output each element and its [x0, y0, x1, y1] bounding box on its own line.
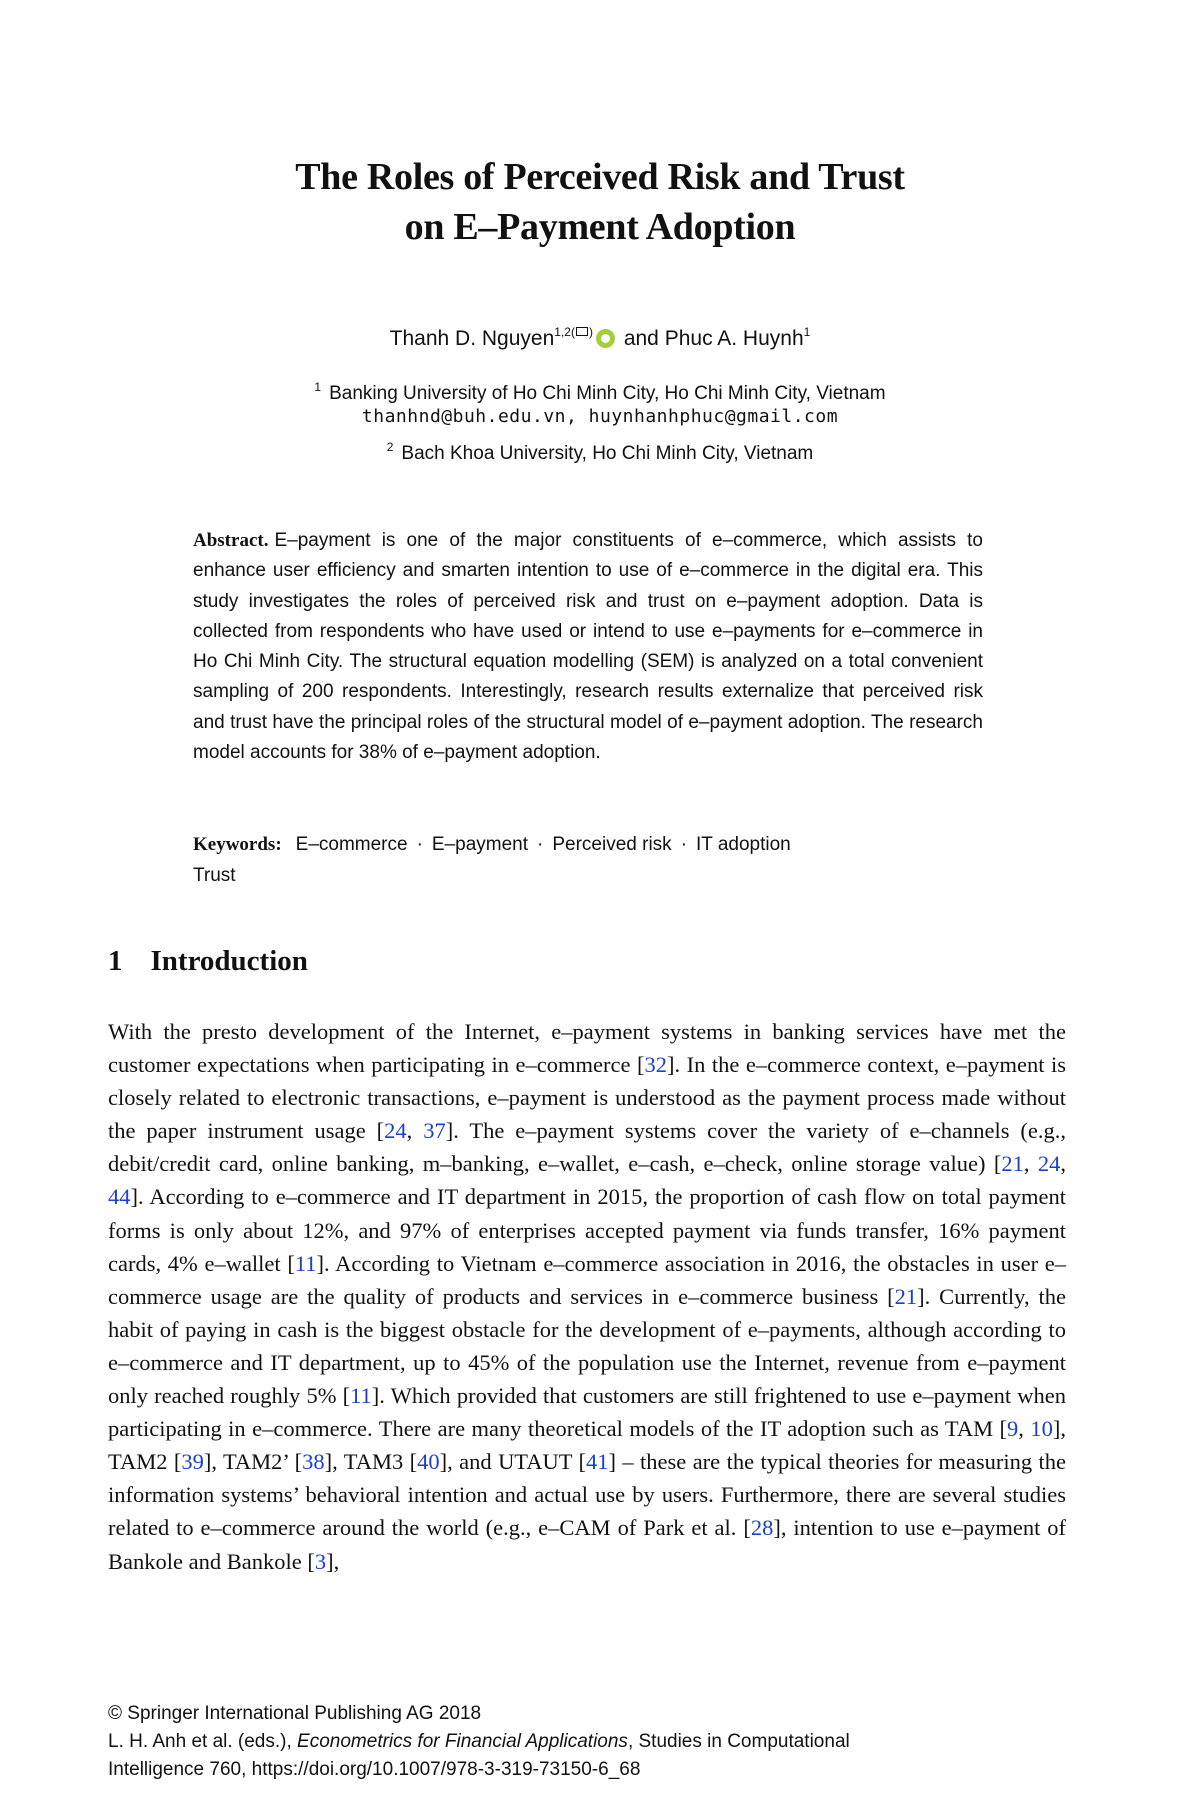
keyword-item: IT adoption	[696, 834, 791, 855]
keywords	[193, 829, 983, 891]
citation-link[interactable]: 11	[294, 1250, 317, 1276]
citation-link[interactable]: 21	[1001, 1151, 1024, 1177]
section-heading	[108, 943, 308, 979]
author-list	[0, 318, 1200, 353]
affiliation-2-text: Bach Khoa University, Ho Chi Minh City, Vietnam	[401, 443, 814, 464]
keyword-item: Perceived risk	[552, 834, 672, 855]
citation-link[interactable]: 9	[1007, 1416, 1019, 1442]
author-conjunction: and	[623, 327, 659, 350]
keyword-item: Trust	[193, 865, 236, 886]
author-1: Thanh D. Nguyen	[389, 327, 555, 350]
citation-line: L. H. Anh et al. (eds.), Econometrics for Financial Applications, Studies in Computational	[108, 1731, 850, 1752]
keywords-label: Keywords:	[193, 834, 282, 855]
author-1-affil-marker: 1,2( )	[554, 325, 593, 339]
affiliation-1-number: 1	[314, 380, 322, 394]
paper-title	[0, 152, 1200, 252]
citation-link[interactable]: 39	[181, 1449, 204, 1475]
corresponding-author-mail-icon	[576, 327, 588, 336]
affiliation-2-number: 2	[386, 440, 394, 454]
citation-link[interactable]: 41	[586, 1449, 609, 1475]
doi-line[interactable]: Intelligence 760, https://doi.org/10.1007/978-3-319-73150-6_68	[108, 1759, 641, 1780]
section-title: Introduction	[150, 945, 308, 977]
keyword-item: E–commerce	[295, 834, 408, 855]
citation-link[interactable]: 38	[302, 1449, 325, 1475]
keyword-item: E–payment	[431, 834, 529, 855]
orcid-icon[interactable]	[596, 329, 615, 348]
publication-footer	[108, 1700, 1068, 1784]
email-addresses[interactable]: thanhnd@buh.edu.vn, huynhanhphuc@gmail.com	[361, 406, 839, 427]
affiliation-1-text: Banking University of Ho Chi Minh City, Ho Chi Minh City, Vietnam	[329, 383, 886, 404]
citation-link[interactable]: 32	[644, 1052, 667, 1078]
introduction-paragraph: With the presto development of the Internet, e–payment systems in banking services have met the customer expectations when participating in e–commerce [32]. In the e–commerce context, e–payment is closely related to electronic transactions, e–payment is understood as the payment process made without the paper instrument usage [24, 37]. The e–payment systems cover the variety of e–channels (e.g., debit/credit card, online banking, m–banking, e–wallet, e–cash, e–check, online storage value) [21, 24, 44]. According to e–commerce and IT department in 2015, the proportion of cash flow on total payment forms is only about 12%, and 97% of enterprises accepted payment via funds transfer, 16% payment cards, 4% e–wallet [11]. According to Vietnam e–commerce association in 2016, the obstacles in user e–commerce usage are the quality of products and services in e–commerce business [21]. Currently, the habit of paying in cash is the biggest obstacle for the development of e–payments, although according to e–commerce and IT department, up to 45% of the population use the Internet, revenue from e–payment only reached roughly 5% [11]. Which provided that customers are still frightened to use e–payment when participating in e–commerce. There are many theoretical models of the IT adoption such as TAM [9, 10], TAM2 [39], TAM2’ [38], TAM3 [40], and UTAUT [41] – these are the typical theories for measuring the information systems’ behavioral intention and actual use by users. Furthermore, there are several studies related to e–commerce around the world (e.g., e–CAM of Park et al. [28], intention to use e–payment of Bankole and Bankole [3],	[108, 1019, 1067, 1574]
citation-link[interactable]: 44	[108, 1184, 131, 1210]
citation-link[interactable]: 24	[384, 1118, 407, 1144]
keyword-separator: ·	[416, 834, 423, 855]
author-2-affil-marker: 1	[803, 325, 811, 339]
copyright-line: © Springer International Publishing AG 2018	[108, 1703, 482, 1724]
book-title: Econometrics for Financial Applications	[297, 1731, 628, 1752]
citation-link[interactable]: 28	[750, 1515, 774, 1541]
abstract	[193, 526, 983, 768]
author-emails	[0, 404, 1200, 430]
abstract-text: E–payment is one of the major constituents of e–commerce, which assists to enhance user efficiency and smarten intention to use of e–commerce in the digital era. This study investigates the roles of perceived risk and trust on e–payment adoption. Data is collected from respondents who have used or intend to use e–payments for e–commerce in Ho Chi Minh City. The structural equation modelling (SEM) is analyzed on a total convenient sampling of 200 respondents. Interestingly, research results externalize that perceived risk and trust have the principal roles of the structural model of e–payment adoption. The research model accounts for 38% of e–payment adoption.	[193, 530, 983, 764]
title-line-2: on E–Payment Adoption	[404, 206, 796, 248]
citation-link[interactable]: 11	[350, 1383, 372, 1409]
keyword-separator: ·	[680, 834, 688, 855]
citation-link[interactable]: 24	[1037, 1151, 1061, 1177]
author-2: Phuc A. Huynh	[664, 327, 804, 350]
abstract-label: Abstract.	[193, 530, 269, 551]
affiliation-2	[0, 434, 1200, 467]
citation-link[interactable]: 21	[894, 1283, 918, 1309]
section-number: 1	[108, 945, 123, 977]
title-line-1: The Roles of Perceived Risk and Trust	[295, 156, 905, 198]
affiliation-1	[0, 374, 1200, 407]
citation-link[interactable]: 10	[1030, 1416, 1053, 1442]
citation-link[interactable]: 37	[423, 1118, 446, 1144]
citation-link[interactable]: 3	[314, 1548, 327, 1574]
keyword-separator: ·	[537, 834, 544, 855]
citation-link[interactable]: 40	[417, 1449, 440, 1475]
